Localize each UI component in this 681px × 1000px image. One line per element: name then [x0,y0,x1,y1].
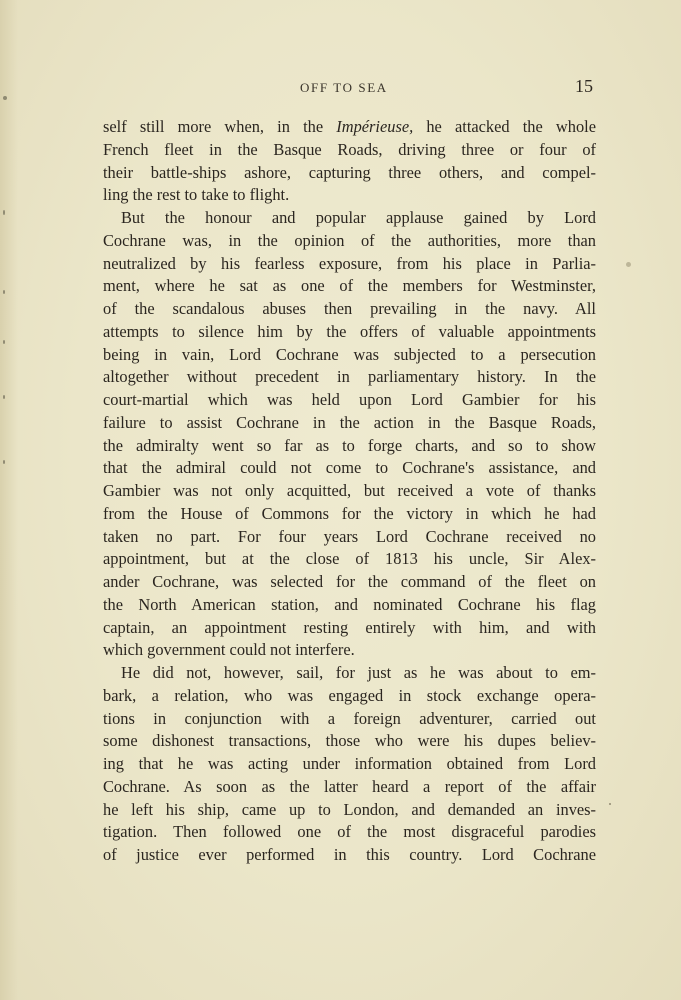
text-line: French fleet in the Basque Roads, driving three or four of [103,139,596,159]
text-line: tigation. Then followed one of the most disgraceful parodies [103,822,596,842]
paper-speck [626,262,631,267]
text-line: of justice ever performed in this country. Lord Cochrane [103,845,596,864]
text-line: tions in conjunction with a foreign adventurer, carried out [103,708,596,728]
text-line: ment, where he sat as one of the members for Westminster, [103,276,596,296]
text-line: some dishonest transactions, those who were his dupes believ- [103,731,596,751]
text-line: that the admiral could not come to Cochrane's assistance, and [103,458,596,478]
body-text [103,116,596,867]
page-number: 15 [575,76,593,96]
text-line: self still more when, in the Impérieuse, he attacked the whole [103,117,596,136]
text-line: neutralized by his fearless exposure, from his place in Parlia- [103,253,596,273]
page-gutter-shadow [0,0,18,1000]
text-line: altogether without precedent in parliamentary history. In the [103,367,596,387]
text-line: failure to assist Cochrane in the action in the Basque Roads, [103,412,596,432]
text-line: attempts to silence him by the offers of valuable appointments [103,321,596,341]
text-line: He did not, however, sail, for just as he was about to em- [121,663,596,682]
text-line: captain, an appointment resting entirely with him, and with [103,617,596,637]
paper-speck [609,803,611,805]
text-line: their battle-ships ashore, capturing three others, and compel- [103,162,596,182]
paper-speck [3,460,5,464]
ship-name: Impérieuse, [336,117,414,136]
paper-speck [3,395,5,399]
text-line: court-martial which was held upon Lord Gambier for his [103,390,596,409]
text-line: of the scandalous abuses then prevailing in the navy. All [103,299,596,318]
text-line: taken no part. For four years Lord Cochrane received no [103,526,596,546]
text-line: ing that he was acting under information obtained from Lord [103,754,596,773]
text-line: from the House of Commons for the victory in which he had [103,503,596,523]
text-line: Gambier was not only acquitted, but received a vote of thanks [103,481,596,500]
paper-speck [3,340,5,344]
text-line: Cochrane was, in the opinion of the authorities, more than [103,230,596,250]
text-line: Cochrane. As soon as the latter heard a report of the affair [103,776,596,796]
text-line: ling the rest to take to flight. [103,185,290,205]
text-line: being in vain, Lord Cochrane was subjected to a persecution [103,344,596,364]
text-line: he left his ship, came up to London, and demanded an inves- [103,799,596,819]
text-line: the admiralty went so far as to forge charts, and so to show [103,435,596,455]
paper-speck [3,210,5,215]
text-line: ander Cochrane, was selected for the command of the fleet on [103,572,596,591]
running-title: OFF TO SEA [300,80,388,95]
running-header [0,76,681,100]
text-line: bark, a relation, who was engaged in stock exchange opera- [103,685,596,705]
text-line: appointment, but at the close of 1813 his uncle, Sir Alex- [103,549,596,569]
text-line: But the honour and popular applause gained by Lord [121,208,596,227]
text-line: which government could not interfere. [103,640,355,660]
paper-speck [3,290,5,294]
text-line: the North American station, and nominated Cochrane his flag [103,594,596,614]
